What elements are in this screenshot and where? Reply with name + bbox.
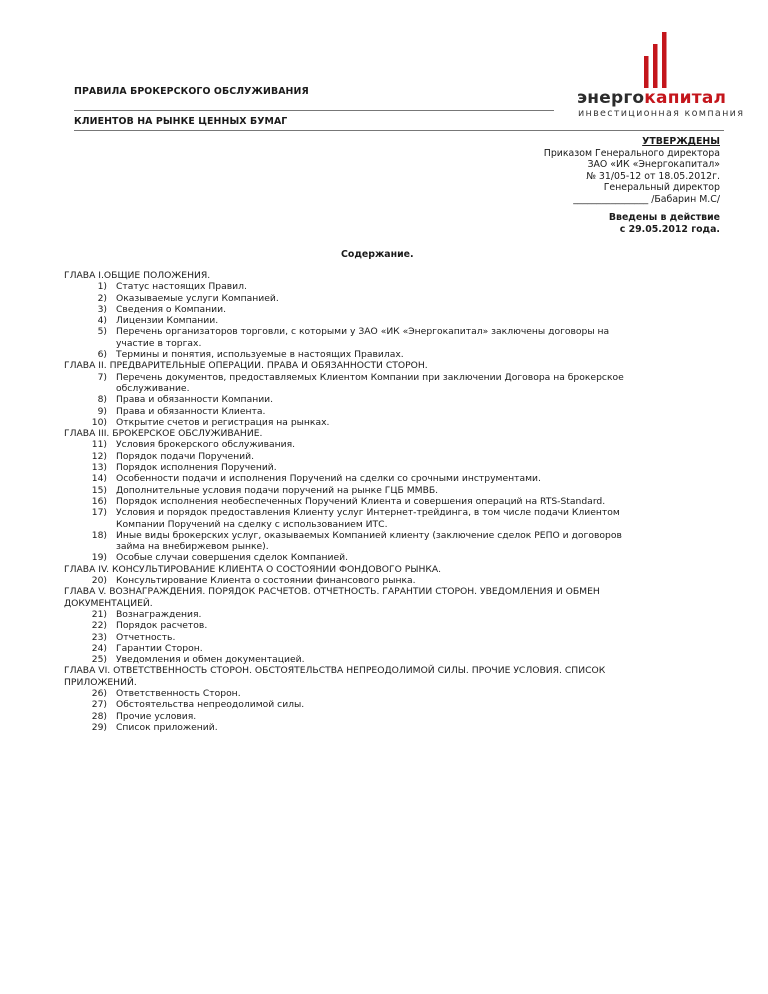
- toc-item-number: 18): [91, 529, 107, 541]
- toc-item-text: Консультирование Клиента о состоянии финансового рынка.: [116, 575, 416, 587]
- header-divider-bottom: [74, 130, 724, 131]
- logo-tagline: инвестиционная компания: [578, 108, 745, 119]
- toc-item-text: Термины и понятия, используемые в настоящих Правилах.: [116, 349, 404, 361]
- toc-item-text: Перечень организаторов торговли, с которыми у ЗАО «ИК «Энергокапитал» заключены договоры на участие в торгах.: [116, 326, 610, 349]
- toc-item-number: 26): [91, 687, 107, 699]
- toc-item-text: Особые случаи совершения сделок Компанией.: [116, 552, 349, 564]
- document-title-line1: ПРАВИЛА БРОКЕРСКОГО ОБСЛУЖИВАНИЯ: [74, 86, 309, 97]
- toc-item-text: Открытие счетов и регистрация на рынках.: [116, 416, 330, 428]
- toc-item-number: 3): [97, 303, 107, 315]
- toc-item: [64, 711, 624, 722]
- toc-item-number: 13): [91, 462, 107, 474]
- toc-item-number: 12): [91, 450, 107, 462]
- signature-line: ________________ /Бабарин М.С/: [573, 193, 720, 205]
- toc-item: [64, 304, 624, 315]
- effective-date-block: [609, 212, 720, 235]
- toc-item-number: 16): [91, 495, 107, 507]
- toc-item: [64, 281, 624, 292]
- toc-item-number: 5): [97, 326, 107, 338]
- toc-item: [64, 643, 624, 654]
- toc-item-text: Прочие условия.: [116, 710, 197, 722]
- toc-item-number: 24): [91, 642, 107, 654]
- toc-chapter-title: ГЛАВА I.ОБЩИЕ ПОЛОЖЕНИЯ.: [64, 270, 211, 281]
- toc-item: [64, 406, 624, 417]
- toc-item-text: Порядок расчетов.: [116, 620, 208, 632]
- toc-item-text: Лицензии Компании.: [116, 315, 219, 327]
- toc-item: [64, 530, 624, 553]
- toc-title: Содержание.: [341, 249, 414, 260]
- toc-item: [64, 417, 624, 428]
- toc-item: [64, 349, 624, 360]
- toc-chapter-title: ГЛАВА VI. ОТВЕТСТВЕННОСТЬ СТОРОН. ОБСТОЯТЕЛЬСТВА НЕПРЕОДОЛИМОЙ СИЛЫ. ПРОЧИЕ УСЛОВИЯ. СПИСОК ПРИЛОЖЕНИЙ.: [64, 665, 606, 688]
- toc-item-number: 23): [91, 631, 107, 643]
- toc-item: [64, 485, 624, 496]
- toc-item-text: Условия брокерского обслуживания.: [116, 439, 296, 451]
- toc-item-text: Условия и порядок предоставления Клиенту услуг Интернет-трейдинга, в том числе подачи Клиентом Компании Поручений на сделку с использованием ИТС.: [116, 507, 620, 530]
- toc-item: [64, 688, 624, 699]
- approval-line: № 31/05-12 от 18.05.2012г.: [586, 170, 720, 182]
- toc-item: [64, 473, 624, 484]
- toc-item-text: Права и обязанности Клиента.: [116, 405, 266, 417]
- toc-chapter-title: ГЛАВА IV. КОНСУЛЬТИРОВАНИЕ КЛИЕНТА О СОСТОЯНИИ ФОНДОВОГО РЫНКА.: [64, 563, 442, 575]
- toc-item-number: 29): [91, 721, 107, 733]
- toc-item-number: 25): [91, 654, 107, 666]
- toc-item-text: Статус настоящих Правил.: [116, 281, 247, 293]
- toc-item: [64, 609, 624, 620]
- toc-item-number: 22): [91, 620, 107, 632]
- toc-item-text: Вознаграждения.: [116, 608, 202, 620]
- table-of-contents: [64, 270, 624, 733]
- toc-item-number: 21): [91, 608, 107, 620]
- approval-line: Генеральный директор: [603, 182, 720, 194]
- toc-item-text: Перечень документов, предоставляемых Клиентом Компании при заключении Договора на брокерское обслуживание.: [116, 371, 624, 394]
- toc-item-text: Уведомления и обмен документацией.: [116, 654, 305, 666]
- toc-item-text: Порядок подачи Поручений.: [116, 450, 255, 462]
- toc-item-number: 19): [91, 552, 107, 564]
- toc-item-number: 6): [97, 349, 107, 361]
- toc-item-number: 7): [97, 371, 107, 383]
- toc-item-text: Обстоятельства непреодолимой силы.: [116, 699, 305, 711]
- toc-item-text: Список приложений.: [116, 721, 218, 733]
- toc-item: [64, 394, 624, 405]
- toc-item-text: Особенности подачи и исполнения Поручений на сделки со срочными инструментами.: [116, 473, 541, 485]
- logo-name-part2: капитал: [644, 88, 727, 108]
- approval-block: [544, 136, 720, 206]
- toc-item: [64, 722, 624, 733]
- approval-heading: УТВЕРЖДЕНЫ: [642, 136, 720, 147]
- toc-item-number: 27): [91, 699, 107, 711]
- toc-item: [64, 507, 624, 530]
- toc-item: [64, 293, 624, 304]
- toc-item-text: Порядок исполнения Поручений.: [116, 462, 277, 474]
- toc-item: [64, 699, 624, 710]
- toc-item: [64, 620, 624, 631]
- toc-item-number: 4): [97, 315, 107, 327]
- toc-item-number: 28): [91, 710, 107, 722]
- toc-item: [64, 496, 624, 507]
- toc-item-number: 10): [91, 416, 107, 428]
- toc-item-number: 8): [97, 394, 107, 406]
- approval-line: Приказом Генерального директора: [543, 147, 720, 159]
- toc-item-text: Сведения о Компании.: [116, 303, 227, 315]
- toc-item-number: 11): [91, 439, 107, 451]
- toc-item-text: Порядок исполнения необеспеченных Поручений Клиента и совершения операций на RTS-Standard.: [116, 495, 606, 507]
- approval-line: ЗАО «ИК «Энергокапитал»: [587, 159, 720, 171]
- toc-item-text: Отчетность.: [116, 631, 176, 643]
- toc-chapter-title: ГЛАВА V. ВОЗНАГРАЖДЕНИЯ. ПОРЯДОК РАСЧЕТОВ. ОТЧЕТНОСТЬ. ГАРАНТИИ СТОРОН. УВЕДОМЛЕНИЯ И ОБМЕН ДОКУМЕНТАЦИЕЙ.: [64, 586, 600, 609]
- toc-item: [64, 575, 624, 586]
- toc-item: [64, 315, 624, 326]
- toc-item-number: 14): [91, 473, 107, 485]
- toc-item: [64, 372, 624, 395]
- toc-item: [64, 552, 624, 563]
- toc-item-number: 1): [97, 281, 107, 293]
- header-divider-top: [74, 110, 554, 111]
- toc-item: [64, 326, 624, 349]
- toc-item: [64, 654, 624, 665]
- effective-date-line2: с 29.05.2012 года.: [619, 223, 720, 235]
- toc-item-number: 15): [91, 484, 107, 496]
- toc-item: [64, 632, 624, 643]
- logo-name: [577, 88, 726, 108]
- toc-chapter-title: ГЛАВА II. ПРЕДВАРИТЕЛЬНЫЕ ОПЕРАЦИИ. ПРАВА И ОБЯЗАННОСТИ СТОРОН.: [64, 360, 428, 372]
- toc-item-text: Оказываемые услуги Компанией.: [116, 292, 279, 304]
- toc-item-number: 20): [91, 575, 107, 587]
- toc-item-text: Гарантии Сторон.: [116, 642, 203, 654]
- toc-item-text: Ответственность Сторон.: [116, 687, 241, 699]
- toc-item-number: 17): [91, 507, 107, 519]
- toc-item-text: Права и обязанности Компании.: [116, 394, 274, 406]
- toc-item: [64, 439, 624, 450]
- toc-item-number: 9): [97, 405, 107, 417]
- toc-item: [64, 462, 624, 473]
- toc-item-text: Иные виды брокерских услуг, оказываемых Компанией клиенту (заключение сделок РЕПО и договоров займа на внебиржевом рынке).: [116, 529, 622, 553]
- effective-date-line1: Введены в действие: [608, 212, 720, 223]
- logo-name-part1: энерго: [577, 88, 645, 108]
- toc-item-number: 2): [97, 292, 107, 304]
- toc-item: [64, 451, 624, 462]
- document-title-line2: КЛИЕНТОВ НА РЫНКЕ ЦЕННЫХ БУМАГ: [74, 116, 288, 127]
- logo-bars-icon: [642, 30, 672, 88]
- toc-item-text: Дополнительные условия подачи поручений на рынке ГЦБ ММВБ.: [116, 484, 439, 496]
- toc-chapter-title: ГЛАВА III. БРОКЕРСКОЕ ОБСЛУЖИВАНИЕ.: [64, 428, 263, 440]
